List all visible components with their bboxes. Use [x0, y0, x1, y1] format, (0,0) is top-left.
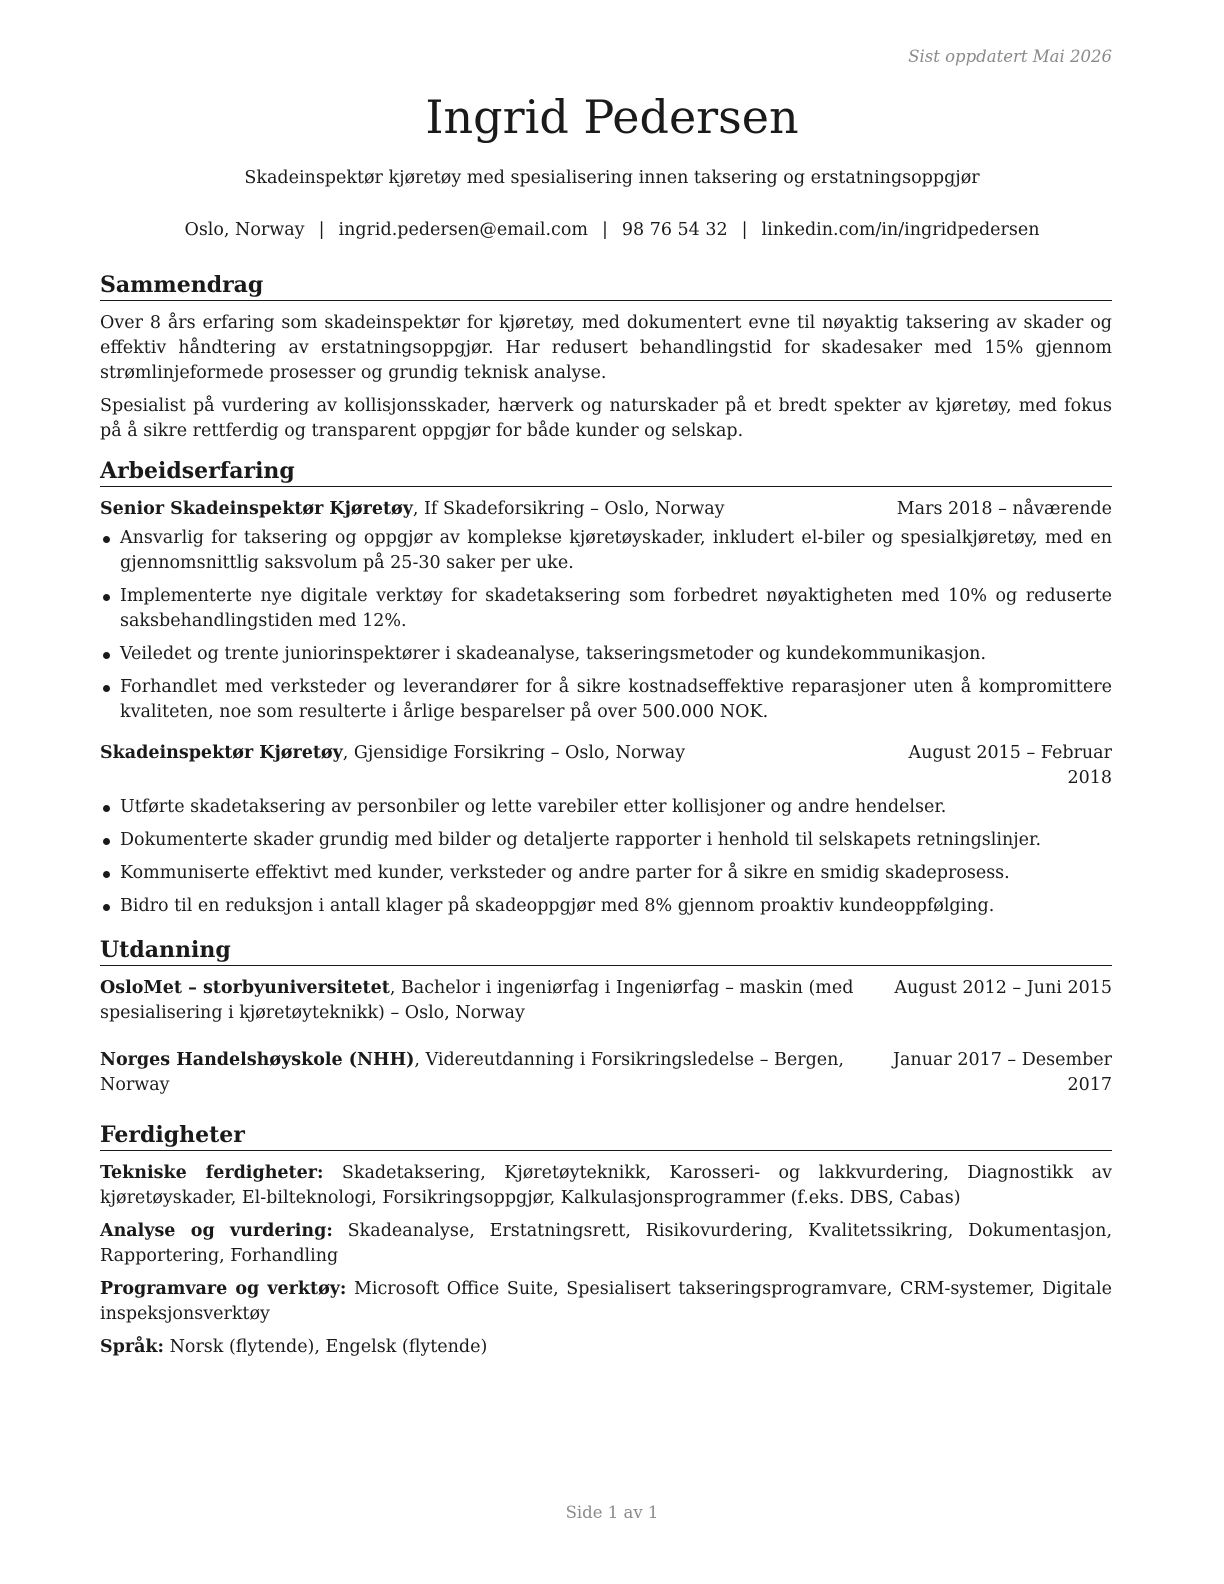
job-bullets [100, 795, 1112, 919]
skill-value: Microsoft Office Suite, Spesialisert takseringsprogramvare, CRM-systemer, Digitale inspeksjonsverktøy [100, 1279, 1113, 1324]
job-entry [100, 741, 1112, 919]
list-item: Ansvarlig for taksering og oppgjør av komplekse kjøretøyskader, inkludert el-biler og spesialkjøretøy, med en gjennomsnittlig saksvolum på 25-30 saker per uke. [100, 526, 1112, 576]
job-header [100, 741, 1112, 791]
contact-location: Oslo, Norway [184, 220, 305, 240]
job-dates: August 2015 – Februar 2018 [908, 743, 1112, 788]
list-item: Forhandlet med verksteder og leverandører for å sikre kostnadseffektive reparasjoner uten å kompromittere kvaliteten, noe som resulterte i årlige besparelser på over 500.000 NOK. [100, 675, 1112, 725]
education-dates: Januar 2017 – Desember 2017 [892, 1050, 1112, 1095]
skill-label: Programvare og verktøy: [100, 1279, 347, 1299]
experience-section [100, 456, 1112, 919]
skill-label: Analyse og vurdering: [100, 1221, 333, 1241]
resume-body [100, 270, 1112, 1372]
job-dates: Mars 2018 – nåværende [896, 499, 1112, 519]
summary-paragraph: Spesialist på vurdering av kollisjonsskader, hærverk og naturskader på et bredt spekter av kjøretøy, med fokus på å sikre rettferdig og transparent oppgjør for både kunder og selskap. [100, 396, 1112, 441]
list-item: Implementerte nye digitale verktøy for skadetaksering som forbedret nøyaktigheten med 10% og reduserte saksbehandlingstiden med 12%. [100, 584, 1112, 634]
education-school: Norges Handelshøyskole (NHH) [100, 1050, 415, 1070]
education-dates: August 2012 – Juni 2015 [894, 978, 1112, 998]
summary-paragraph: Over 8 års erfaring som skadeinspektør for kjøretøy, med dokumentert evne til nøyaktig taksering av skader og effektiv håndtering av erstatningsoppgjør. Har redusert behandlingstid for skadesaker med 15% gjennom strømlinjeformede prosesser og grundig teknisk analyse. [100, 313, 1112, 383]
contact-linkedin: linkedin.com/in/ingridpedersen [761, 220, 1040, 240]
summary-section [100, 270, 1112, 444]
list-item: Dokumenterte skader grundig med bilder og detaljerte rapporter i henhold til selskapets retningslinjer. [100, 828, 1112, 853]
contact-phone: 98 76 54 32 [621, 220, 728, 240]
skill-label: Tekniske ferdigheter: [100, 1163, 324, 1183]
skill-group [100, 1335, 1112, 1360]
page-number: Side 1 av 1 [565, 1503, 659, 1522]
contact-separator: | [741, 220, 748, 240]
job-bullets [100, 526, 1112, 725]
job-header [100, 497, 1112, 522]
education-entry [100, 976, 1112, 1026]
skill-label: Språk: [100, 1337, 165, 1357]
contact-separator: | [601, 220, 608, 240]
skill-group [100, 1219, 1112, 1269]
education-detail: , Bachelor i ingeniørfag i Ingeniørfag – maskin (med spesialisering i kjøretøyteknikk) – Oslo, Norway [100, 978, 854, 1023]
list-item: Bidro til en reduksjon i antall klager på skadeoppgjør med 8% gjennom proaktiv kundeoppfølging. [100, 894, 1112, 919]
job-entry [100, 497, 1112, 725]
contact-separator: | [318, 220, 325, 240]
contact-email: ingrid.pedersen@email.com [338, 220, 588, 240]
candidate-name: Ingrid Pedersen [425, 90, 799, 144]
section-heading-experience: Arbeidserfaring [100, 456, 1112, 487]
tagline: Skadeinspektør kjøretøy med spesialisering innen taksering og erstatningsoppgjør [244, 168, 980, 188]
contact-line [0, 218, 1224, 243]
list-item: Kommuniserte effektivt med kunder, verksteder og andre parter for å sikre en smidig skadeprosess. [100, 861, 1112, 886]
last-updated: Sist oppdatert Mai 2026 [908, 47, 1112, 66]
skill-group [100, 1161, 1112, 1211]
skill-group [100, 1277, 1112, 1327]
job-org: , Gjensidige Forsikring – Oslo, Norway [342, 743, 686, 763]
education-detail: , Videreutdanning i Forsikringsledelse – Bergen, Norway [100, 1050, 844, 1095]
skills-section [100, 1120, 1112, 1360]
skill-value: Norsk (flytende), Engelsk (flytende) [164, 1337, 488, 1357]
education-section [100, 935, 1112, 1098]
job-role: Senior Skadeinspektør Kjøretøy [100, 499, 413, 519]
list-item: Veiledet og trente juniorinspektører i skadeanalyse, takseringsmetoder og kundekommunikasjon. [100, 642, 1112, 667]
education-school: OsloMet – storbyuniversitetet [100, 978, 390, 998]
education-entry [100, 1048, 1112, 1098]
section-heading-summary: Sammendrag [100, 270, 1112, 301]
job-org: , If Skadeforsikring – Oslo, Norway [412, 499, 725, 519]
section-heading-education: Utdanning [100, 935, 1112, 966]
skill-value: Skadeanalyse, Erstatningsrett, Risikovurdering, Kvalitetssikring, Dokumentasjon, Rapportering, Forhandling [100, 1221, 1113, 1266]
section-heading-skills: Ferdigheter [100, 1120, 1112, 1151]
job-role: Skadeinspektør Kjøretøy [100, 743, 343, 763]
list-item: Utførte skadetaksering av personbiler og lette varebiler etter kollisjoner og andre hendelser. [100, 795, 1112, 820]
skill-value: Skadetaksering, Kjøretøyteknikk, Karosseri- og lakkvurdering, Diagnostikk av kjøretøyskader, El-bilteknologi, Forsikringsoppgjør, Kalkulasjonsprogrammer (f.eks. DBS, Cabas) [100, 1163, 1112, 1208]
